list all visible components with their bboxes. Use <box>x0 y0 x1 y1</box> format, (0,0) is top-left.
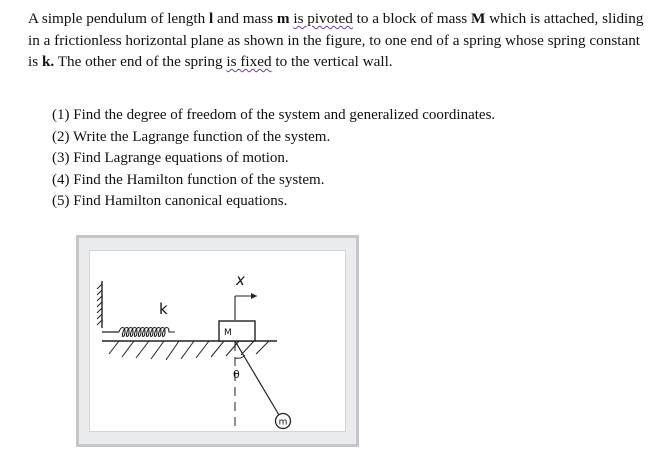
intro-text-4: to a block of mass <box>352 10 471 27</box>
problem-statement <box>28 8 648 73</box>
intro-text-2: and mass <box>213 10 277 27</box>
question-item: (3) Find Lagrange equations of motion. <box>52 150 289 167</box>
intro-text-1: A simple pendulum of length <box>28 10 209 27</box>
wall-hatching <box>97 284 102 325</box>
question-item: (4) Find the Hamilton function of the system. <box>52 171 325 188</box>
x-coordinate-label: x <box>236 271 245 289</box>
fixed-word: is fixed <box>226 53 272 70</box>
question-item: (5) Find Hamilton canonical equations. <box>52 193 288 210</box>
pivoted-word: is pivoted <box>293 10 353 27</box>
block-mass-symbol: M <box>470 10 486 27</box>
spring-constant-symbol: k. <box>41 53 55 70</box>
block-mass-label: M <box>224 328 232 338</box>
question-item: (2) Write the Lagrange function of the system. <box>52 128 331 145</box>
pendulum-figure <box>76 235 359 447</box>
mass-symbol: m <box>276 10 290 27</box>
spring-coil <box>119 328 175 337</box>
spring-constant-label: k <box>159 300 168 318</box>
figure-diagram <box>79 238 356 444</box>
intro-text-5: which is attached, sliding in a frictionless horizontal plane as shown in the figure, to one end of a spring whose spring constant is <box>28 10 644 70</box>
length-symbol: l <box>208 10 214 27</box>
bob-mass-label: m <box>278 417 288 428</box>
intro-text-7: to the vertical wall. <box>271 53 393 70</box>
pendulum-rod <box>235 341 279 415</box>
angle-label: θ <box>233 368 240 381</box>
arrow-head-icon <box>251 293 257 299</box>
question-item: (1) Find the degree of freedom of the system and generalized coordinates. <box>52 107 496 123</box>
question-list <box>52 105 495 213</box>
intro-text-6: The other end of the spring <box>54 53 227 70</box>
